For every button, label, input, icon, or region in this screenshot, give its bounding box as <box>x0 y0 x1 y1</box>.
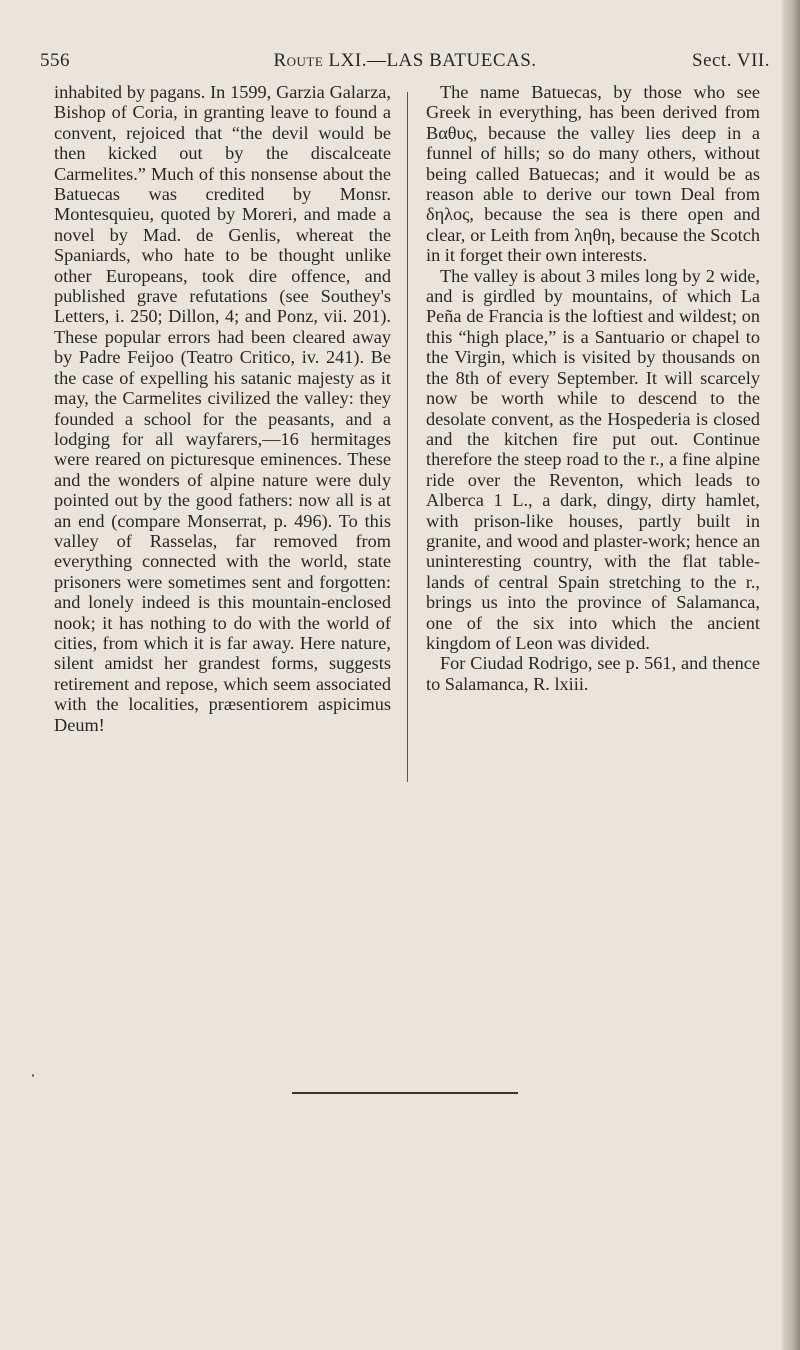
paper-speck <box>32 1074 34 1077</box>
right-paragraph-name: The name Batuecas, by those who see Greek in everything, has been derived from Βαθυς, because the valley lies deep in a funnel of hills; so do many others, without being called Batuecas; and it would be as reason able to derive our town Deal from δηλος, because the sea is there open and clear, or Leith from ληθη, because the Scotch in it forget their own interests. <box>426 82 760 266</box>
right-paragraph-route: For Ciudad Rodrigo, see p. 561, and thence to Salamanca, R. lxiii. <box>426 653 760 694</box>
left-paragraph: inhabited by pagans. In 1599, Garzia Galarza, Bishop of Coria, in granting leave to found a convent, rejoiced that “the devil would be then kicked out by the discalceate Carmelites.” Much of this nonsense about the Batuecas was credited by Monsr. Montesquieu, quoted by Moreri, and made a novel by Mad. de Genlis, whereat the Spaniards, who hate to be thought unlike other Europeans, took dire offence, and published grave refutations (see Southey's Letters, i. 250; Dillon, 4; and Ponz, vii. 201). These popular errors had been cleared away by Padre Feijoo (Teatro Critico, iv. 241). Be the case of expelling his satanic majesty as it may, the Carmelites civilized the valley: they founded a school for the peasants, and a lodging for all wayfarers,—16 hermitages were reared on picturesque eminences. These and the wonders of alpine nature were duly pointed out by the good fathers: now all is at an end (compare Monserrat, p. 496). To this valley of Rasselas, far removed from everything connected with the world, state prisoners were sometimes sent and forgotten: and lonely indeed is this mountain-enclosed nook; it has nothing to do with the world of cities, from which it is far away. Here nature, silent amidst her grandest forms, suggests retirement and repose, which seem associated with the localities, præsentiorem aspicimus Deum! <box>54 82 391 735</box>
page-number: 556 <box>40 50 70 71</box>
right-column <box>426 82 760 694</box>
running-title: Route LXI.—LAS BATUECAS. <box>273 50 537 71</box>
page-edge <box>782 0 800 1350</box>
left-column <box>54 82 391 735</box>
column-divider <box>407 92 408 782</box>
page-header <box>40 50 770 78</box>
right-paragraph-valley: The valley is about 3 miles long by 2 wide, and is girdled by mountains, of which La Peña de Francia is the loftiest and wildest; on this “high place,” is a Santuario or chapel to the Virgin, which is visited by thousands on the 8th of every September. It will scarcely now be worth while to descend to the desolate convent, as the Hospederia is closed and the kitchen fire put out. Continue therefore the steep road to the r., a fine alpine ride over the Reventon, which leads to Alberca 1 L., a dark, dingy, dirty hamlet, with prison-like houses, partly built in granite, and wood and plaster-work; hence an uninteresting country, with the flat table-lands of central Spain stretching to the r., brings us into the province of Salamanca, one of the six into which the ancient kingdom of Leon was divided. <box>426 265 760 653</box>
bottom-rule <box>292 1092 518 1094</box>
section-label: Sect. VII. <box>692 50 770 71</box>
